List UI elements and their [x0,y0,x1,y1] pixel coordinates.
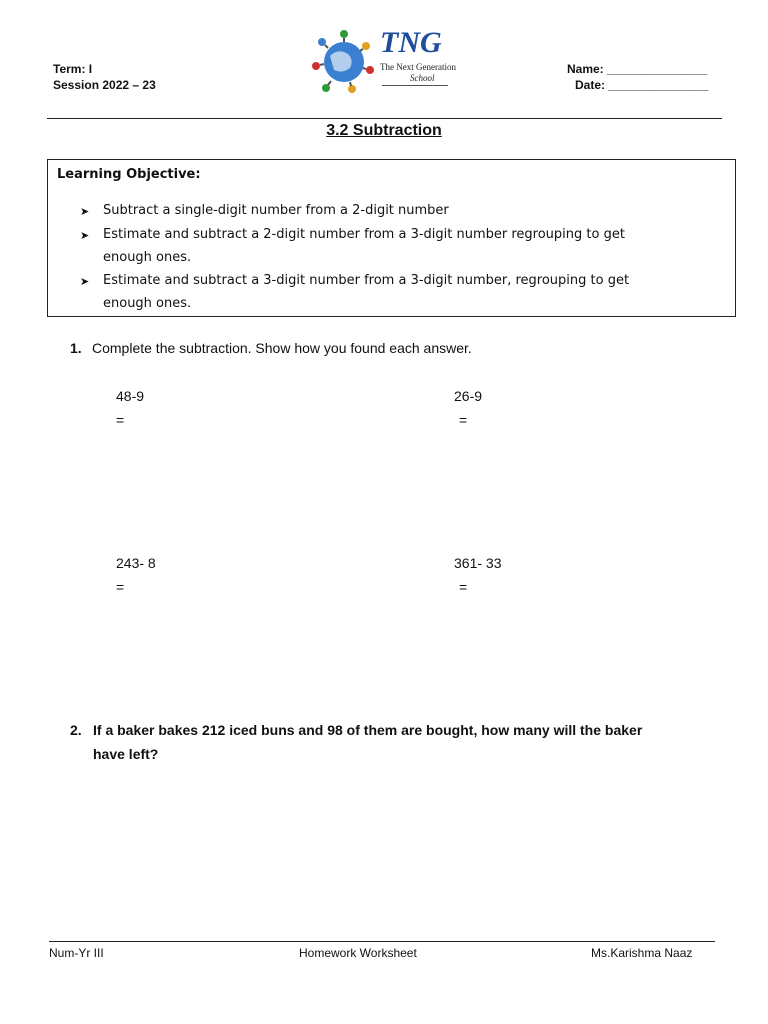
problem-expression: 243- 8 [116,555,156,571]
logo-sub: School [410,73,435,83]
session-label: Session 2022 – 23 [53,78,156,92]
problem-expression: 26-9 [454,388,483,404]
bullet-arrow-icon: ➤ [80,206,90,218]
bullet-arrow-icon: ➤ [80,276,90,288]
problem-expression: 361- 33 [454,555,502,571]
problem-expression: 48-9 [116,388,145,404]
logo-tagline: The Next Generation [380,62,456,72]
globe-logo-icon [308,26,378,96]
objective-item: Estimate and subtract a 3-digit number from a 3-digit number, regrouping to get [103,273,630,288]
problem-equals: = [459,579,468,595]
bullet-arrow-icon: ➤ [80,230,90,242]
footer-right: Ms.Karishma Naaz [591,946,693,960]
problem-equals: = [116,412,125,428]
page-title: 3.2 Subtraction [326,122,442,139]
date-field[interactable]: Date: _______________ [575,78,709,92]
name-field[interactable]: Name: _______________ [567,62,708,76]
logo-brand: TNG [380,26,442,59]
objective-heading: Learning Objective: [57,167,201,182]
learning-objective-box [47,159,736,317]
footer-center: Homework Worksheet [299,946,417,960]
objective-item: Subtract a single-digit number from a 2-digit number [103,203,449,218]
footer-left: Num-Yr III [49,946,104,960]
header-rule [47,118,722,119]
term-label: Term: I [53,62,93,76]
objective-item-cont: enough ones. [103,250,192,265]
question-2-text: If a baker bakes 212 iced buns and 98 of them are bought, how many will the baker [93,722,643,738]
footer-rule [49,941,715,942]
problem-equals: = [459,412,468,428]
question-2-number: 2. [70,722,82,738]
objective-item-cont: enough ones. [103,296,192,311]
logo-underline [382,85,448,86]
question-1-number: 1. [70,340,82,356]
question-1-text: Complete the subtraction. Show how you found each answer. [92,340,472,356]
problem-equals: = [116,579,125,595]
objective-item: Estimate and subtract a 2-digit number from a 3-digit number regrouping to get [103,227,625,242]
question-2-text-cont: have left? [93,746,159,762]
school-logo [308,26,458,96]
